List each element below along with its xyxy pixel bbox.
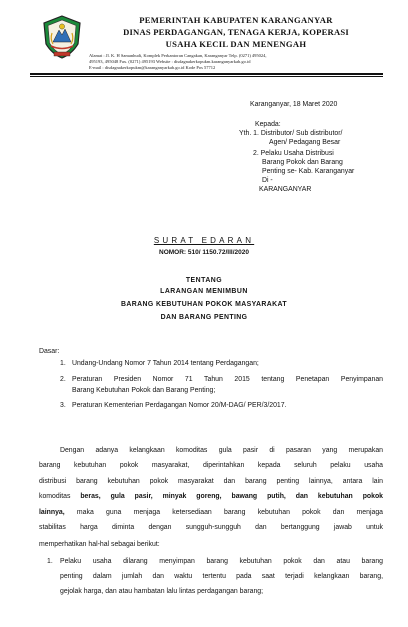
body-paragraph-line xyxy=(39,508,383,517)
list-number: 2. xyxy=(60,376,66,383)
subject-line: LARANGAN MENIMBUN xyxy=(160,288,248,295)
point-line: penting dalam jumlah dan waktu tertentu pada saat terjadi kelangkaan barang, xyxy=(60,573,383,580)
recipient-line: Yth. 1. Distributor/ Sub distributor/ xyxy=(239,130,343,137)
document-title: SURAT EDARAN xyxy=(153,236,255,245)
recipient-city: KARANGANYAR xyxy=(259,186,312,193)
list-number: 1. xyxy=(47,558,53,565)
letterhead-rule-thin xyxy=(30,76,383,77)
letterhead-government: PEMERINTAH KABUPATEN KARANGANYAR xyxy=(139,15,333,25)
letterhead-address: Alamat : Jl. K. H Samanhudi, Komplek Perkantoran Cangakan, Karanganyar Telp. (0271) 495024, xyxy=(89,53,267,58)
body-paragraph-line: stabilitas harga diminta dengan sungguh-sungguh dan bertanggung jawab untuk xyxy=(39,524,383,531)
letterhead-office-2: USAHA KECIL DAN MENENGAH xyxy=(165,39,307,49)
legal-basis-item: Undang-Undang Nomor 7 Tahun 2014 tentang Perdagangan; xyxy=(72,360,259,367)
point-line: gejolak harga, dan atau hambatan lalu lintas perdagangan barang; xyxy=(60,588,264,595)
subject-heading: TENTANG xyxy=(185,277,223,284)
body-paragraph-line: barang kebutuhan pokok masyarakat, diperintahkan kepada seluruh pelaku usaha xyxy=(39,462,383,469)
commodity-list: lainnya, xyxy=(39,509,65,516)
karanganyar-regency-emblem-icon xyxy=(39,14,85,60)
letterhead-email: E-mail : disdagnakerkopukm@karanganyarkab.go.id Kode Pos 57712 xyxy=(89,65,216,70)
subject-line: DAN BARANG PENTING xyxy=(160,314,248,321)
recipient-line: Agen/ Pedagang Besar xyxy=(269,139,341,146)
commodity-list: beras, gula pasir, minyak goreng, bawang putih, dan kebutuhan pokok xyxy=(80,493,383,500)
legal-basis-item: Peraturan Kementerian Perdagangan Nomor 20/M-DAG/ PER/3/2017. xyxy=(72,402,287,409)
document-number: NOMOR: 510/ 1150.72/III/2020 xyxy=(159,249,249,256)
list-number: 1. xyxy=(60,360,66,367)
body-paragraph-line: distribusi barang kebutuhan pokok masyarakat dan barang penting lainnya, antara lain xyxy=(39,478,383,485)
legal-basis-item: Peraturan Presiden Nomor 71 Tahun 2015 tentang Penetapan Penyimpanan xyxy=(72,376,383,383)
list-number: 3. xyxy=(60,402,66,409)
recipient-line: 2. Pelaku Usaha Distribusi xyxy=(253,150,334,157)
letterhead-rule-thick xyxy=(30,73,383,75)
letterhead-contact: 495193, 495048 Fax. (0271) 495193 Website : disdagnakerkopukm.karanganyarkab.go.id xyxy=(89,59,251,64)
recipient-line: Di - xyxy=(262,177,273,184)
legal-basis-label: Dasar: xyxy=(39,348,60,355)
letter-date: Karanganyar, 18 Maret 2020 xyxy=(250,101,338,108)
body-paragraph-line xyxy=(39,492,383,501)
body-paragraph-line: Dengan adanya kelangkaan komoditas gula pasir di pasaran yang merupakan xyxy=(60,447,383,454)
body-text: komoditas xyxy=(39,493,81,500)
point-line: Pelaku usaha dilarang menyimpan barang kebutuhan pokok dan atau barang xyxy=(60,558,383,565)
subject-line: BARANG KEBUTUHAN POKOK MASYARAKAT xyxy=(121,301,287,308)
body-text: maka guna menjaga ketersediaan barang kebutuhan pokok dan menjaga xyxy=(64,509,383,516)
recipient-line: Barang Pokok dan Barang xyxy=(262,159,343,166)
recipient-label: Kepada: xyxy=(255,121,281,128)
legal-basis-item-cont: Barang Kebutuhan Pokok dan Barang Penting; xyxy=(72,387,216,394)
recipient-line: Penting se- Kab. Karanganyar xyxy=(262,168,355,175)
body-paragraph-line: memperhatikan hal-hal sebagai berikut: xyxy=(39,541,160,548)
letterhead-office: DINAS PERDAGANGAN, TENAGA KERJA, KOPERASI xyxy=(123,27,349,37)
